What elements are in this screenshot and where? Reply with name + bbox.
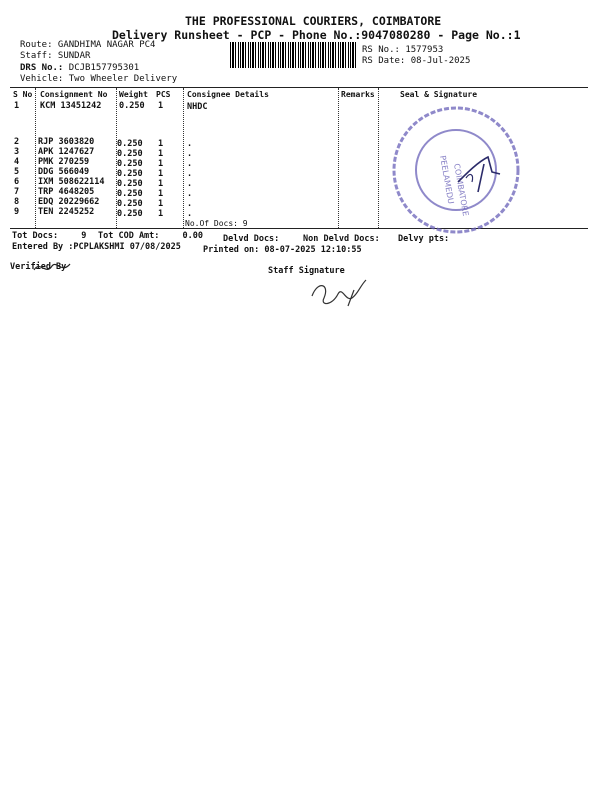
verifier-signature-icon [32,256,72,278]
tot-cod-value: 0.00 [182,231,204,241]
col-sno: S No [13,90,33,99]
row-weight: 0.250 [117,209,143,219]
row-consignee: . [187,149,193,159]
row-weight: 0.250 [117,189,143,199]
col-divider [35,88,36,228]
stamp-line2: COIMBATORE [452,162,471,217]
stamp-line1: PEELAMEDU [438,154,456,205]
row-sno: 5 [14,167,20,177]
table-top-rule [10,87,588,88]
non-delvd-docs: Non Delvd Docs: [303,234,380,244]
rs-date: RS Date: 08-Jul-2025 [362,56,471,66]
company-title: THE PROFESSIONAL COURIERS, COIMBATORE [185,14,442,28]
row-weight: 0.250 [117,179,143,189]
col-divider [378,88,379,228]
row-consignee: NHDC [187,102,208,112]
row-pcs: 1 [158,169,164,179]
row-sno: 2 [14,137,20,147]
row-sno: 8 [14,197,20,207]
printed-on: Printed on: 08-07-2025 12:10:55 [203,245,362,255]
tot-cod-label: Tot COD Amt: [98,231,160,241]
row-consignee: . [187,169,193,179]
row-consignee: . [187,189,193,199]
staff: Staff: SUNDAR [20,51,91,61]
col-consignee: Consignee Details [187,90,269,99]
row-consignment: KCM 13451242 [40,101,102,111]
vehicle: Vehicle: Two Wheeler Delivery [20,74,178,84]
row-pcs: 1 [158,179,164,189]
row-consignment: EDQ 20229662 [38,197,100,207]
col-seal: Seal & Signature [400,90,478,99]
row-weight: 0.250 [117,139,143,149]
entered-by: Entered By :PCPLAKSHMI 07/08/2025 [12,242,181,252]
col-divider [183,88,184,228]
row-pcs: 1 [158,209,164,219]
col-pcs: PCS [156,90,171,99]
row-consignment: TEN 2245252 [38,207,95,217]
col-weight: Weight [119,90,148,99]
row-pcs: 1 [158,189,164,199]
row-sno: 3 [14,147,20,157]
row-weight: 0.250 [119,101,145,111]
row-sno: 7 [14,187,20,197]
seal-stamp-icon [388,102,524,238]
row-weight: 0.250 [117,199,143,209]
drs-label: DRS No.: [20,63,69,73]
row-weight: 0.250 [117,169,143,179]
row-consignee: . [187,139,193,149]
row-consignment: RJP 3603820 [38,137,95,147]
delvy-pts: Delvy pts: [398,234,450,244]
row-sno: 4 [14,157,20,167]
row-weight: 0.250 [117,149,143,159]
tot-docs-label: Tot Docs: [12,231,59,241]
row-pcs: 1 [158,149,164,159]
sheet-title: Delivery Runsheet - PCP - Phone No.:9047080280 - Page No.:1 [112,28,521,42]
col-divider [338,88,339,228]
col-consignment: Consignment No [40,90,108,99]
row-consignment: DDG 566049 [38,167,90,177]
barcode [230,42,356,68]
row-consignee: . [187,199,193,209]
row-pcs: 1 [158,101,164,111]
delvd-docs: Delvd Docs: [223,234,280,244]
staff-signature-icon [308,276,370,312]
row-pcs: 1 [158,199,164,209]
row-sno: 6 [14,177,20,187]
row-consignment: PMK 270259 [38,157,90,167]
row-consignee: . [187,209,193,219]
tot-docs-value: 9 [81,231,87,241]
row-weight: 0.250 [117,159,143,169]
rs-number: RS No.: 1577953 [362,45,444,55]
staff-signature-label: Staff Signature [268,266,345,276]
row-consignee: . [187,159,193,169]
tot-cod [98,231,203,241]
route: Route: GANDHIMA NAGAR PC4 [20,40,156,50]
drs-value: DCJB157795301 [68,63,140,73]
row-sno: 1 [14,101,20,111]
drs-number [20,63,139,73]
row-consignment: APK 1247627 [38,147,95,157]
tot-docs [12,231,86,241]
row-pcs: 1 [158,139,164,149]
row-consignment: TRP 4648205 [38,187,95,197]
row-consignee: . [187,179,193,189]
verified-by: Verified By [10,262,67,272]
no-of-docs: No.Of Docs: 9 [185,219,248,228]
row-pcs: 1 [158,159,164,169]
row-sno: 9 [14,207,20,217]
row-consignment: IXM 508622114 [38,177,105,187]
col-remarks: Remarks [341,90,375,99]
